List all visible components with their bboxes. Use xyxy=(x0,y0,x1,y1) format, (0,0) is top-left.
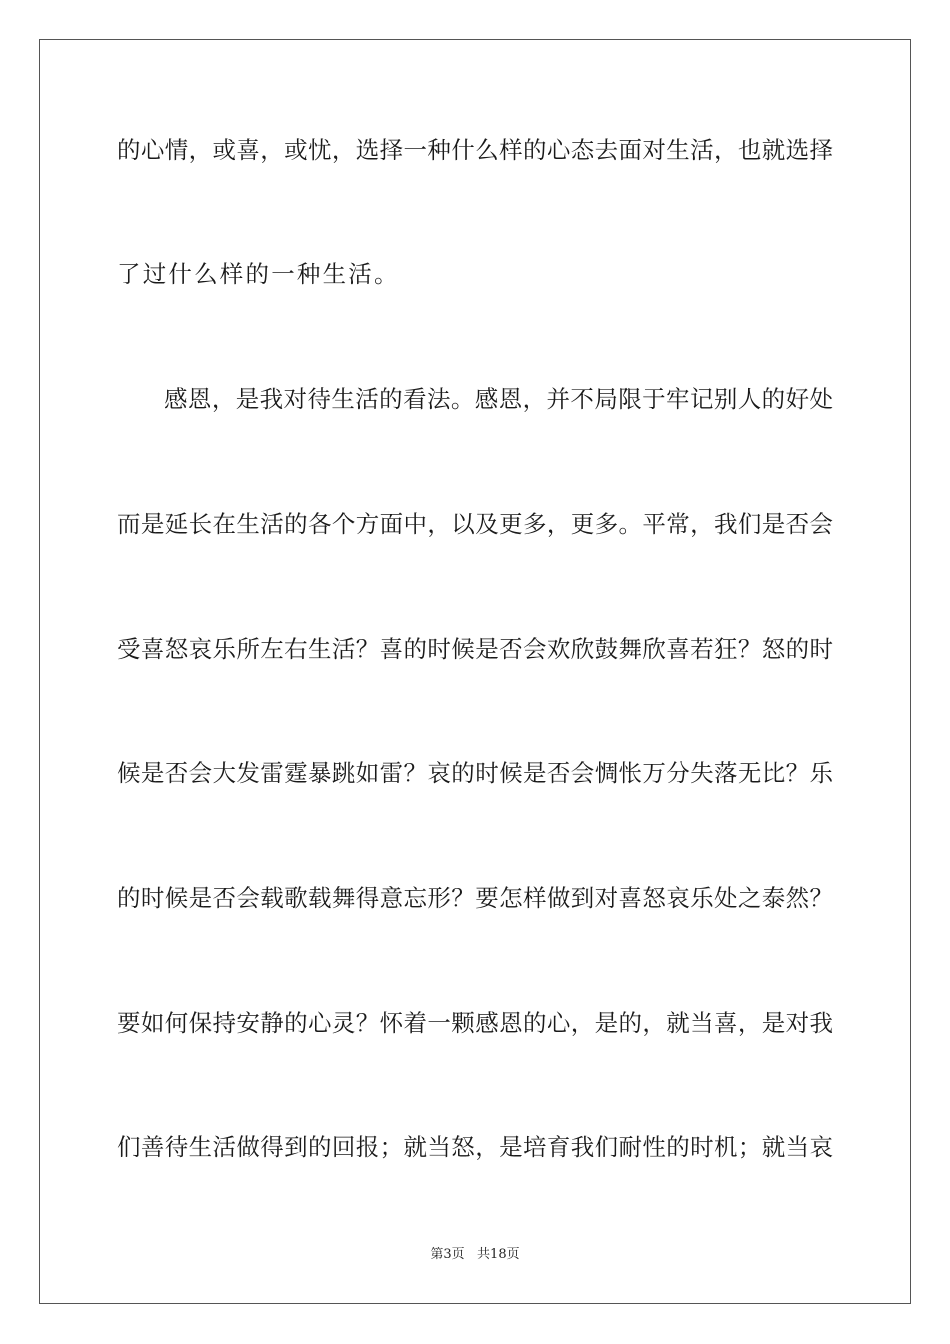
body-line-1: 的心情，或喜，或忧，选择一种什么样的心态去面对生活，也就选择 xyxy=(117,136,833,164)
body-line-4: 而是延长在生活的各个方面中，以及更多，更多。平常，我们是否会 xyxy=(117,510,833,538)
body-line-6: 候是否会大发雷霆暴跳如雷？哀的时候是否会惆怅万分失落无比？乐 xyxy=(117,759,833,787)
body-line-8: 要如何保持安静的心灵？怀着一颗感恩的心，是的，就当喜，是对我 xyxy=(117,1009,833,1037)
body-line-3-paragraph-start: 感恩，是我对待生活的看法。感恩，并不局限于牢记别人的好处 xyxy=(164,385,833,413)
page-border xyxy=(39,39,911,1304)
body-line-5: 受喜怒哀乐所左右生活？喜的时候是否会欢欣鼓舞欣喜若狂？怒的时 xyxy=(117,635,833,663)
body-line-7: 的时候是否会载歌载舞得意忘形？要怎样做到对喜怒哀乐处之泰然？ xyxy=(117,884,833,912)
body-line-9: 们善待生活做得到的回报；就当怒，是培育我们耐性的时机；就当哀 xyxy=(117,1133,833,1161)
page-number-footer: 第3页 共18页 xyxy=(430,1247,520,1262)
body-line-2: 了过什么样的一种生活。 xyxy=(117,260,400,288)
